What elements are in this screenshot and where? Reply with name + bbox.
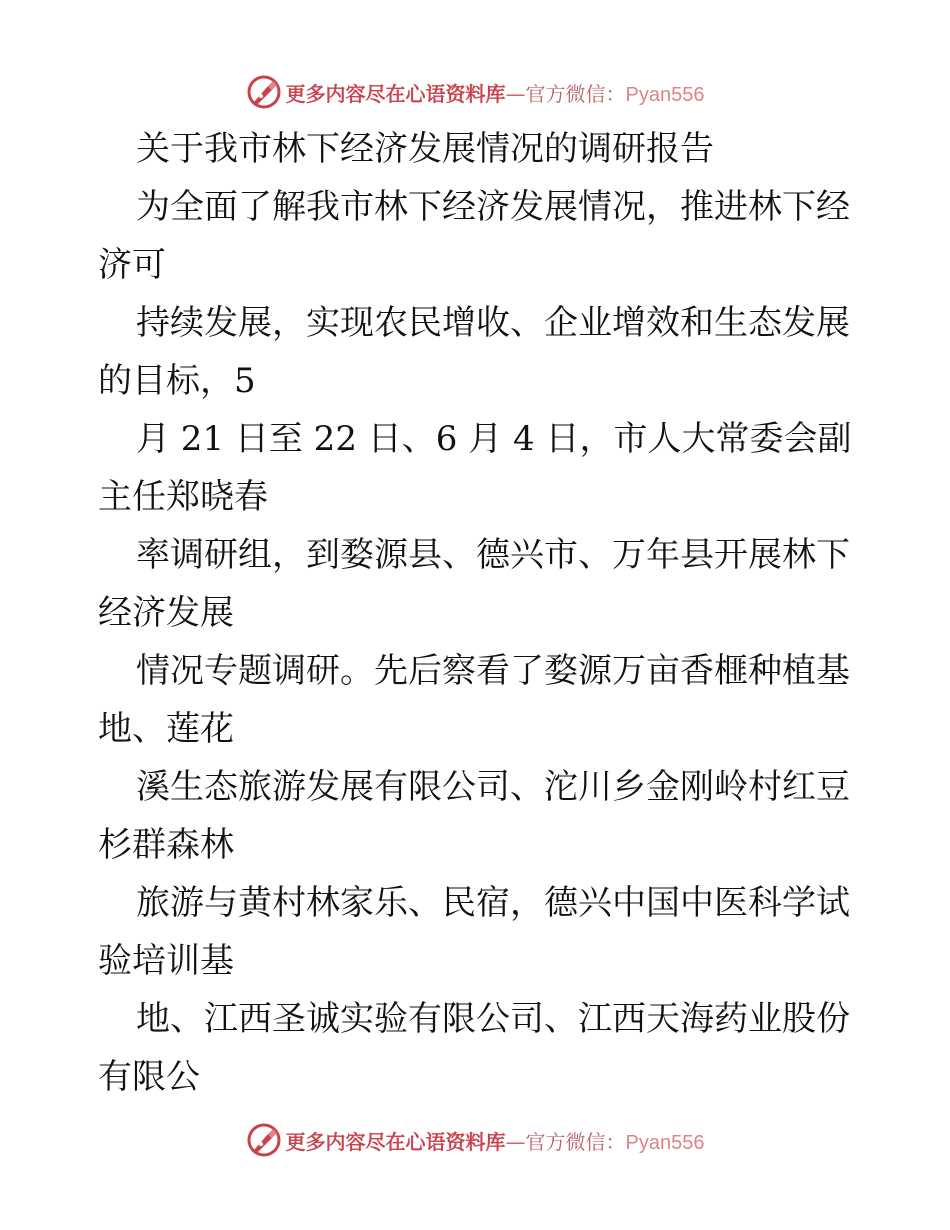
paragraph-line: 月 21 日至 22 日、6 月 4 日，市人大常委会副 [136,419,852,459]
banner-wechat-id: Pyan556 [625,83,705,106]
paragraph-line: 经济发展 [98,593,234,633]
paragraph-line: 杉群森林 [98,825,234,865]
paragraph-line: 溪生态旅游发展有限公司、沱川乡金刚岭村红豆 [136,767,850,807]
paragraph-line: 主任郑晓春 [98,477,268,517]
banner-wechat-label: 官方微信： [525,81,626,106]
paragraph-line: 的目标，5 [98,361,256,401]
paragraph-line: 情况专题调研。先后察看了婺源万亩香榧种植基 [136,651,850,691]
footer-banner-wechat-label: 官方微信： [525,1129,626,1154]
footer-banner [0,1120,950,1160]
paragraph-line: 地、莲花 [98,709,234,749]
banner-dash: — [505,81,526,106]
pen-logo-icon [246,74,282,110]
paragraph-line: 济可 [98,245,166,285]
document-body [98,120,858,1106]
footer-banner-wechat-id: Pyan556 [625,1131,705,1154]
paragraph-line: 为全面了解我市林下经济发展情况，推进林下经 [136,187,850,227]
footer-banner-title: 更多内容尽在心语资料库 [285,1129,506,1154]
paragraph-line: 验培训基 [98,941,234,981]
paragraph-line: 旅游与黄村林家乐、民宿，德兴中国中医科学试 [136,883,850,923]
paragraph-line: 率调研组，到婺源县、德兴市、万年县开展林下 [136,535,850,575]
paragraph-line: 地、江西圣诚实验有限公司、江西天海药业股份 [136,999,850,1039]
banner-title: 更多内容尽在心语资料库 [285,81,506,106]
footer-banner-dash: — [505,1129,526,1154]
header-banner [0,72,950,112]
document-title: 关于我市林下经济发展情况的调研报告 [136,129,714,169]
paragraph-line: 持续发展，实现农民增收、企业增效和生态发展 [136,303,850,343]
paragraph-line: 有限公 [98,1057,200,1097]
pen-logo-icon [246,1122,282,1158]
